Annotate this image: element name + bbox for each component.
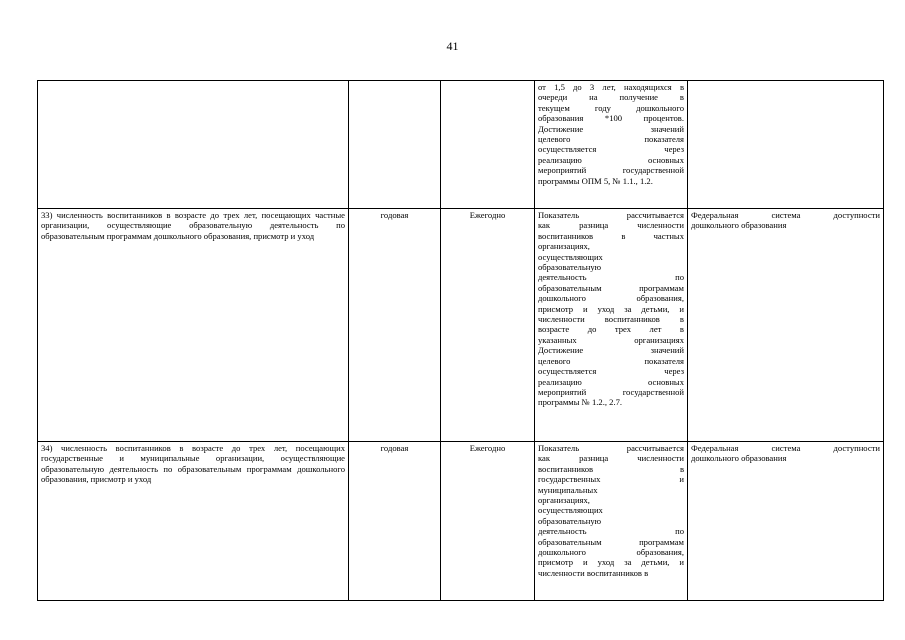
method-line: программы № 1.2., 2.7. xyxy=(538,397,623,408)
method-line: осуществляется через xyxy=(538,144,684,155)
indicator-cell: 34) численность воспитанников в возрасте до трех лет, посещающих государственные и муниципальные организации, осуществляющие образовательную деятельность по образовательным программам дошкольного образования, присмотр и уход xyxy=(38,442,349,601)
table-row xyxy=(38,442,884,601)
method-line: возрасте до трех лет в xyxy=(538,324,684,335)
table-row xyxy=(38,209,884,442)
method-line: от 1,5 до 3 лет, находящихся в xyxy=(538,82,684,92)
method-line: осуществляющих xyxy=(538,505,603,516)
method-line: как разница численности xyxy=(538,220,684,231)
method-line: государственных и xyxy=(538,474,684,485)
indicators-table xyxy=(37,80,884,601)
method-line: воспитанников в частных xyxy=(538,230,684,241)
method-line: присмотр и уход за детьми, и xyxy=(538,303,684,314)
source-line: дошкольного образования xyxy=(691,453,787,464)
method-line: дошкольного образования, xyxy=(538,547,684,558)
method-line: образовательную xyxy=(538,262,602,273)
method-line: целевого показателя xyxy=(538,355,684,366)
method-line: осуществляющих xyxy=(538,251,603,262)
method-line: численности воспитанников в xyxy=(538,314,684,325)
method-cell xyxy=(535,81,688,209)
method-line: образования *100 процентов. xyxy=(538,113,684,124)
table-body xyxy=(38,81,884,601)
source-line: Федеральная система доступности xyxy=(691,210,880,220)
method-line: программы ОПМ 5, № 1.1., 1.2. xyxy=(538,175,653,186)
method-line: образовательную xyxy=(538,515,602,526)
method-line: муниципальных xyxy=(538,484,598,495)
method-line: указанных организациях xyxy=(538,334,684,345)
frequency-cell: Ежегодно xyxy=(441,209,535,442)
method-line: дошкольного образования, xyxy=(538,293,684,304)
page-number: 41 xyxy=(446,39,459,53)
source-cell xyxy=(688,209,884,442)
method-line: Достижение значений xyxy=(538,123,684,134)
method-line: деятельность по xyxy=(538,272,684,283)
method-line: деятельность по xyxy=(538,526,684,537)
source-cell xyxy=(688,81,884,209)
frequency-cell xyxy=(441,81,535,209)
source-line: дошкольного образования xyxy=(691,220,787,231)
method-cell xyxy=(535,209,688,442)
method-line: Показатель рассчитывается xyxy=(538,443,684,453)
indicator-cell xyxy=(38,81,349,209)
method-line: осуществляется через xyxy=(538,366,684,377)
method-line: Достижение значений xyxy=(538,345,684,356)
method-line: как разница численности xyxy=(538,453,684,464)
method-line: образовательным программам xyxy=(538,536,684,547)
periodicity-cell: годовая xyxy=(349,442,441,601)
method-line: целевого показателя xyxy=(538,134,684,145)
method-line: мероприятий государственной xyxy=(538,165,684,176)
source-cell xyxy=(688,442,884,601)
periodicity-cell xyxy=(349,81,441,209)
method-line: воспитанников в xyxy=(538,463,684,474)
periodicity-cell: годовая xyxy=(349,209,441,442)
method-line: мероприятий государственной xyxy=(538,386,684,397)
method-line: организациях, xyxy=(538,241,590,252)
method-line: организациях, xyxy=(538,495,590,506)
method-cell xyxy=(535,442,688,601)
method-line: текущем году дошкольного xyxy=(538,102,684,113)
method-line: очереди на получение в xyxy=(538,92,684,103)
method-line: Показатель рассчитывается xyxy=(538,210,684,220)
source-line: Федеральная система доступности xyxy=(691,443,880,453)
table-row xyxy=(38,81,884,209)
method-line: численности воспитанников в xyxy=(538,567,649,578)
method-line: образовательным программам xyxy=(538,282,684,293)
method-line: присмотр и уход за детьми, и xyxy=(538,557,684,568)
method-line: реализацию основных xyxy=(538,376,684,387)
indicator-cell: 33) численность воспитанников в возрасте до трех лет, посещающих частные организации, осуществляющие образовательную деятельность по образовательным программам дошкольного образования, присмотр и уход xyxy=(38,209,349,442)
method-line: реализацию основных xyxy=(538,154,684,165)
frequency-cell: Ежегодно xyxy=(441,442,535,601)
